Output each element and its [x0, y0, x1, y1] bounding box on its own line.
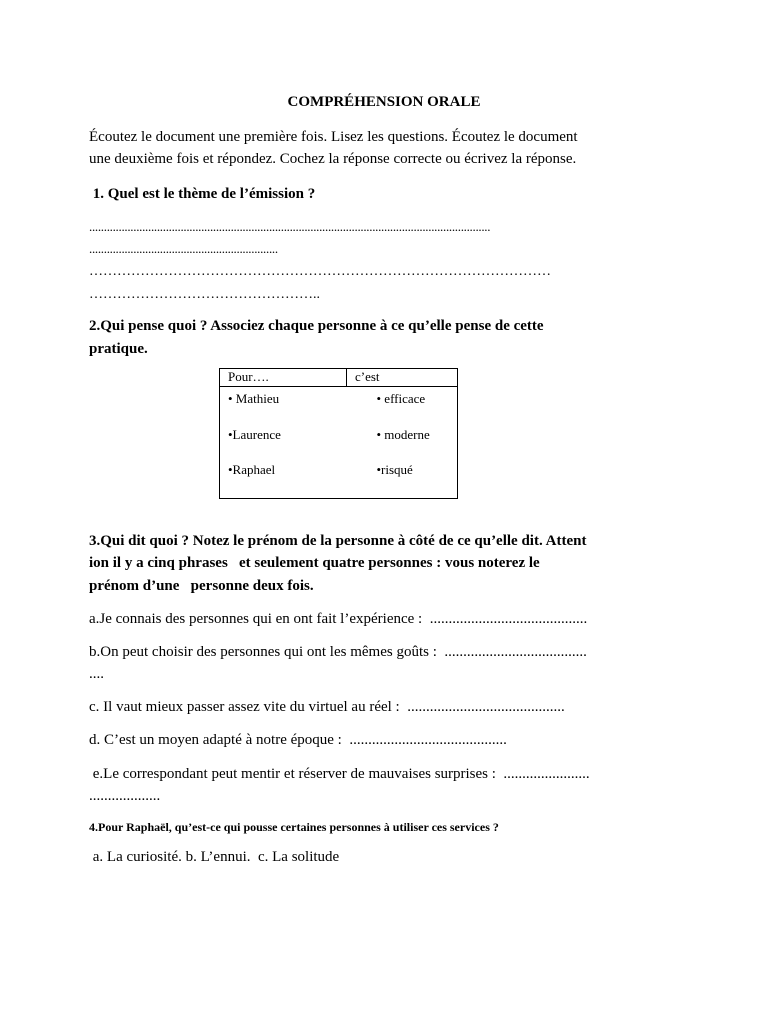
question-4-label: 4.Pour Raphaël, qu’est-ce qui pousse certaines personnes à utiliser ces services ? [89, 820, 499, 834]
table-person-item: •Laurence [228, 426, 281, 442]
table-opinion-item: •risqué [376, 462, 413, 477]
question-3-label-line-1: 3.Qui dit quoi ? Notez le prénom de la personne à côté de ce qu’elle dit. Attent [89, 533, 587, 549]
page-title: COMPRÉHENSION ORALE [287, 94, 481, 110]
table-person-item: • Mathieu [228, 391, 280, 406]
instructions-line-1: Écoutez le document une première fois. Lisez les questions. Écoutez le document [89, 129, 578, 145]
question-1-answer-line: ................................................................ [89, 241, 278, 256]
question-3-item-b: b.On peut choisir des personnes qui ont les mêmes goûts : ...................................... [89, 644, 587, 660]
question-1-answer-line: ……………………………………………………………………………………… [89, 264, 551, 279]
table-body-row [220, 387, 458, 499]
question-1-answer-line: ………………………………………….. [89, 287, 320, 302]
question-2-label-line-2: pratique. [89, 341, 148, 357]
association-table [219, 368, 458, 499]
question-3-item-e-continued: ................... [89, 788, 161, 804]
table-header-opinion: c’est [347, 369, 458, 387]
question-1-answer-line: ........................................................................................................................................ [89, 219, 491, 234]
question-3-item-a: a.Je connais des personnes qui en ont fait l’expérience : .......................................... [89, 611, 588, 627]
question-3-label-line-2: ion il y a cinq phrases et seulement quatre personnes : vous noterez le [89, 555, 540, 571]
question-2-label-line-1: 2.Qui pense quoi ? Associez chaque personne à ce qu’elle pense de cette [89, 318, 544, 334]
question-3-item-b-continued: .... [89, 666, 104, 682]
question-3-item-c: c. Il vaut mieux passer assez vite du virtuel au réel : .......................................... [89, 699, 565, 715]
table-opinion-item: • efficace [376, 391, 426, 406]
question-3-item-d: d. C’est un moyen adapté à notre époque : .......................................... [89, 732, 507, 748]
table-persons-cell [220, 387, 347, 499]
table-opinion-item: • moderne [376, 426, 430, 442]
table-person-item: •Raphael [228, 462, 276, 477]
instructions-line-2: une deuxième fois et répondez. Cochez la réponse correcte ou écrivez la réponse. [89, 151, 577, 167]
table-opinions-cell [347, 387, 458, 499]
question-3-label-line-3: prénom d’une personne deux fois. [89, 578, 314, 594]
table-header-row [220, 369, 458, 387]
question-4-options: a. La curiosité. b. L’ennui. c. La solitude [89, 849, 340, 865]
question-1-label: 1. Quel est le thème de l’émission ? [89, 186, 316, 202]
table-header-person: Pour…. [220, 369, 347, 387]
question-3-item-e: e.Le correspondant peut mentir et réserver de mauvaises surprises : ....................... [89, 766, 590, 782]
